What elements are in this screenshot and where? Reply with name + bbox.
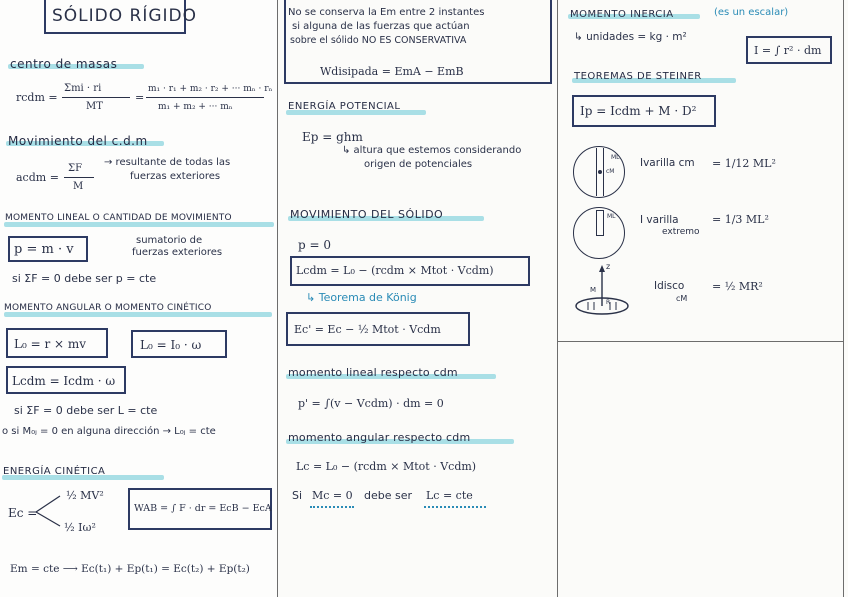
- Ec-lhs: Ec =: [8, 506, 38, 520]
- divider-right-edge: [843, 0, 844, 597]
- disk-value: = ½ MR²: [712, 280, 763, 293]
- Lc-cond-result: Lc = cte: [426, 489, 473, 502]
- steiner-box-text: Ip = Icdm + M · D²: [580, 104, 697, 118]
- wdisipada-eq: Wdisipada = EmA − EmB: [320, 65, 464, 78]
- rod-cm-dot: [598, 170, 602, 174]
- p-note-2: fuerzas exteriores: [132, 247, 223, 258]
- heading-energia-cinetica: ENERGÍA CINÉTICA: [3, 466, 106, 477]
- acdm-den: M: [73, 181, 84, 192]
- disk-fig-label-z: z: [606, 262, 611, 271]
- disk-figure: [574, 262, 632, 318]
- noconserva-line-2: si alguna de las fuerzas que actúan: [292, 21, 470, 32]
- rod-end-value: = 1/3 ML²: [712, 213, 769, 226]
- acdm-fraction-bar: [64, 177, 94, 178]
- konig-label: ↳ Teorema de König: [306, 291, 417, 304]
- disk-label-1: Idisco: [654, 280, 685, 292]
- rcdm-num: Σmi · ri: [64, 83, 102, 94]
- divider-1: [277, 0, 278, 597]
- rcdm-full-den: m₁ + m₂ + ··· mₙ: [158, 102, 233, 112]
- L0-box-2-text: L₀ = I₀ · ω: [140, 338, 202, 352]
- p-note-1: sumatorio de: [136, 235, 203, 246]
- unidades: ↳ unidades = kg · m²: [574, 31, 687, 43]
- noconserva-line-1: No se conserva la Em entre 2 instantes: [288, 7, 485, 18]
- acdm-num: ΣF: [68, 163, 83, 174]
- rcdm-lhs: rcdm =: [16, 91, 58, 104]
- rcdm-full-fraction-bar: [146, 97, 264, 98]
- inercia-note: (es un escalar): [714, 7, 789, 18]
- Lc-cond-result-underline: [424, 504, 486, 508]
- p-condition: si ΣF = 0 debe ser p = cte: [12, 272, 157, 285]
- heading-momento-angular-cdm: momento angular respecto cdm: [288, 431, 471, 444]
- Lc-cond-si: Si: [292, 489, 303, 502]
- disk-fig-label-r: R: [606, 299, 611, 306]
- Ec-option-b: ½ Iω²: [64, 521, 96, 534]
- disk-label-2: cM: [676, 294, 688, 303]
- p-prime-eq: p' = ∫(v − Vcdm) · dm = 0: [298, 397, 444, 410]
- heading-momento-lineal-cdm: momento lineal respecto cdm: [288, 366, 458, 379]
- divider-2: [557, 0, 558, 597]
- rod-end-label-2: extremo: [662, 227, 700, 237]
- Lc-cond-moment-underline: [310, 504, 354, 508]
- Ec-option-a: ½ MV²: [66, 489, 104, 502]
- heading-momento-angular: MOMENTO ANGULAR O MOMENTO CINÉTICO: [4, 303, 212, 313]
- heading-energia-potencial: ENERGÍA POTENCIAL: [288, 101, 401, 112]
- rod-end-bar: [596, 210, 604, 236]
- L-condition-2: o si M₀ⱼ = 0 en alguna dirección → L₀ⱼ = cte: [2, 426, 216, 437]
- rod-end-label-1: I varilla: [640, 214, 679, 226]
- rcdm-eq: =: [135, 91, 145, 104]
- ep-eq: Ep = ghm: [302, 130, 363, 144]
- Lcdm-konig-text: Lcdm = L₀ − (rcdm × Mtot · Vcdm): [296, 264, 494, 277]
- acdm-note-2: fuerzas exteriores: [130, 171, 221, 182]
- W-box-text: WAB = ∫ F · dr = EcB − EcA: [134, 503, 272, 514]
- heading-momento-lineal: MOMENTO LINEAL O CANTIDAD DE MOVIMIENTO: [5, 213, 232, 223]
- heading-momento-inercia: MOMENTO INERCIA: [570, 9, 674, 20]
- ep-note-1: ↳ altura que estemos considerando: [342, 145, 522, 156]
- Ec-prime-text: Ec' = Ec − ½ Mtot · Vcdm: [294, 323, 441, 336]
- Ec-branch-arrows: [34, 490, 64, 530]
- L-condition-1: si ΣF = 0 debe ser L = cte: [14, 404, 158, 417]
- p-box-text: p = m · v: [14, 242, 74, 257]
- L0-box-1-text: L₀ = r × mv: [14, 337, 87, 351]
- I-integral-text: I = ∫ r² · dm: [754, 44, 822, 57]
- heading-teoremas-steiner: TEOREMAS DE STEINER: [574, 71, 702, 82]
- rcdm-den: MT: [86, 101, 103, 112]
- Lc-cond-debe: debe ser: [364, 489, 413, 502]
- divider-right-horizontal: [557, 341, 844, 342]
- rcdm-full-num: m₁ · r₁ + m₂ · r₂ + ··· mₙ · rₙ: [148, 84, 273, 94]
- heading-movimiento-cdm: Movimiento del c.d.m: [8, 134, 148, 148]
- Em-conservation-line: Em = cte ⟶ Ec(t₁) + Ep(t₁) = Ec(t₂) + Ep(t₂): [10, 563, 250, 575]
- rod-cm-label: Ivarilla cm: [640, 157, 695, 169]
- rod-end-fig-label-ml: ML: [607, 213, 616, 220]
- p-zero: p = 0: [298, 238, 331, 252]
- page-title: SÓLIDO RÍGIDO: [52, 6, 198, 26]
- rod-cm-value: = 1/12 ML²: [712, 157, 776, 170]
- rod-cm-fig-label-ml: ML: [611, 154, 620, 161]
- acdm-note-1: → resultante de todas las: [104, 157, 231, 168]
- rod-cm-fig-label-cm: cM: [606, 168, 615, 175]
- Lc-eq: Lc = L₀ − (rcdm × Mtot · Vcdm): [296, 460, 477, 473]
- ep-note-2: origen de potenciales: [364, 159, 473, 170]
- acdm-lhs: acdm =: [16, 171, 59, 184]
- disk-fig-label-m: M: [590, 286, 597, 294]
- Lcdm-box-text: Lcdm = Icdm · ω: [12, 374, 116, 388]
- noconserva-line-3: sobre el sólido NO ES CONSERVATIVA: [290, 35, 467, 46]
- Lc-cond-moment: Mc = 0: [312, 489, 353, 502]
- heading-movimiento-solido: MOVIMIENTO DEL SÓLIDO: [290, 208, 444, 221]
- rcdm-fraction-bar: [62, 97, 130, 98]
- heading-centro-masas: centro de masas: [10, 57, 118, 71]
